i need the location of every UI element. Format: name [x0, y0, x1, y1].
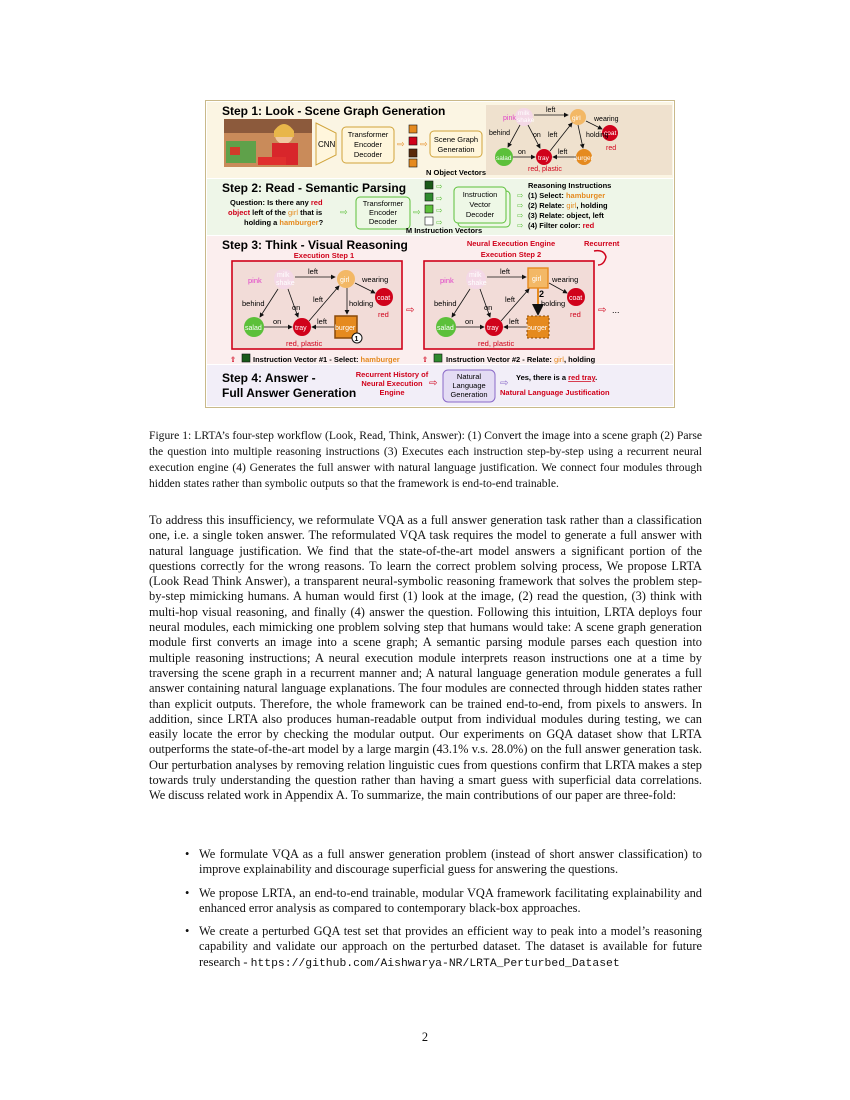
svg-text:(4) Filter color: red: (4) Filter color: red — [528, 221, 595, 230]
svg-text:pink: pink — [248, 276, 262, 285]
n-object-vectors-label: N Object Vectors — [425, 168, 487, 177]
svg-text:on: on — [292, 303, 301, 312]
node-burger: burger — [574, 155, 593, 162]
node-tray: tray — [538, 155, 549, 162]
svg-text:Instruction: Instruction — [462, 190, 498, 199]
page-number: 2 — [421, 1030, 429, 1044]
svg-text:Language: Language — [452, 381, 486, 390]
svg-text:coat: coat — [569, 295, 583, 302]
svg-text:left: left — [509, 317, 520, 326]
svg-text:Instruction Vector #2 - Relate: Instruction Vector #2 - Relate: girl, holding — [446, 355, 596, 364]
svg-text:Question: Is there any red: Question: Is there any red — [230, 198, 323, 207]
svg-text:red, plastic: red, plastic — [478, 339, 515, 348]
svg-text:left: left — [308, 267, 319, 276]
svg-text:coat: coat — [377, 295, 391, 302]
transformer-line1: Transformer — [347, 130, 389, 139]
svg-text:red, plastic: red, plastic — [286, 339, 323, 348]
edge-behind: behind — [489, 130, 511, 137]
edge-wearing: wearing — [594, 116, 619, 123]
recurrent-loop-icon — [594, 251, 606, 265]
edge-left: left — [546, 107, 556, 114]
svg-text:Vector: Vector — [469, 200, 491, 209]
svg-text:left: left — [313, 295, 324, 304]
svg-text:shake: shake — [276, 280, 295, 287]
list-item-text: We propose LRTA, an end-to-end trainable, modular VQA framework facilitating explainability and enhanced error analysis as compared to contemporary black-box approaches. — [199, 885, 702, 915]
svg-text:⇧: ⇧ — [230, 355, 237, 364]
figure-diagram — [206, 101, 674, 407]
ellipsis: ... — [612, 305, 620, 315]
svg-text:on: on — [465, 317, 474, 326]
step1-title: Step 1: Look - Scene Graph Generation — [222, 104, 446, 118]
node-milk: milk — [518, 110, 530, 117]
question-text — [228, 198, 324, 227]
edge-left: left — [548, 132, 558, 139]
list-item-text: We formulate VQA as a full answer generation problem (instead of short answer classification) to improve explainability and discourage superficial guess for answering the questions. — [199, 847, 702, 877]
sgg-line2: Generation — [437, 145, 475, 154]
step4-title-line1: Step 4: Answer - — [222, 371, 316, 385]
svg-text:Encoder: Encoder — [369, 208, 397, 217]
svg-text:(3) Relate: object, left: (3) Relate: object, left — [528, 211, 604, 220]
svg-text:⇨: ⇨ — [436, 206, 443, 215]
svg-text:holding: holding — [349, 299, 374, 308]
edge-on: on — [533, 132, 541, 139]
svg-text:Reasoning Instructions: Reasoning Instructions — [528, 181, 612, 190]
recurrent-label: Recurrent — [584, 239, 620, 248]
svg-text:Natural: Natural — [456, 372, 482, 381]
svg-text:tray: tray — [295, 325, 307, 332]
step3-title: Step 3: Think - Visual Reasoning — [222, 238, 408, 252]
svg-text:shake: shake — [468, 280, 487, 287]
svg-text:⇨: ⇨ — [436, 218, 443, 227]
node-pink: pink — [503, 115, 516, 122]
svg-text:behind: behind — [434, 299, 457, 308]
svg-text:Recurrent History of: Recurrent History of — [355, 370, 429, 379]
node-girl: girl — [572, 115, 581, 122]
attr-red-plastic: red, plastic — [528, 166, 562, 173]
m-instruction-vectors-label: M Instruction Vectors — [405, 226, 483, 235]
svg-text:holding: holding — [541, 299, 566, 308]
edge-on: on — [518, 149, 526, 156]
instr-vec1-label — [230, 354, 400, 364]
contributions-list — [181, 847, 702, 980]
svg-text:⇨: ⇨ — [436, 182, 443, 191]
svg-text:⇧: ⇧ — [422, 355, 429, 364]
arrow-glyph: ⇨ — [406, 305, 415, 316]
svg-text:burger: burger — [527, 325, 548, 332]
edge-left: left — [558, 149, 568, 156]
svg-text:⇨: ⇨ — [436, 194, 443, 203]
svg-text:wearing: wearing — [552, 275, 579, 284]
svg-text:⇨: ⇨ — [517, 211, 524, 220]
svg-text:Decoder: Decoder — [368, 217, 398, 226]
attr-red: red — [606, 145, 617, 152]
dataset-link[interactable]: https://github.com/Aishwarya-NR/LRTA_Perturbed_Dataset — [250, 957, 620, 970]
input-photo — [224, 119, 312, 167]
instr-vec2-label — [422, 354, 596, 364]
transformer-line3: Decoder — [353, 150, 383, 159]
svg-text:Generation: Generation — [450, 390, 488, 399]
list-item — [181, 847, 702, 878]
neural-engine-label: Neural Execution Engine — [466, 239, 556, 248]
svg-text:object left of the girl that i: object left of the girl that is — [228, 208, 323, 217]
arrow-glyph: ⇨ — [429, 378, 438, 389]
figure-1 — [205, 100, 675, 408]
svg-text:holding a hamburger?: holding a hamburger? — [244, 218, 324, 227]
node-salad: salad — [496, 155, 512, 162]
exec-step1-graph — [232, 261, 402, 349]
svg-text:left: left — [505, 295, 516, 304]
node-coat: coat — [604, 130, 617, 137]
recurrent-history-label — [356, 370, 429, 397]
svg-text:1: 1 — [354, 336, 359, 343]
scene-graph-step1 — [486, 105, 672, 175]
svg-text:red: red — [570, 310, 581, 319]
svg-text:left: left — [317, 317, 328, 326]
cnn-block — [316, 123, 336, 165]
svg-text:Instruction Vector #1 - Select: Instruction Vector #1 - Select: hamburger — [253, 355, 400, 364]
svg-text:tray: tray — [487, 325, 499, 332]
list-item — [181, 924, 702, 972]
svg-text:Engine: Engine — [379, 388, 405, 397]
svg-text:girl: girl — [340, 277, 350, 284]
svg-text:on: on — [273, 317, 282, 326]
list-item-text: We create a perturbed GQA test set that provides an efficient way to peak into a model’s reasoning capability and validate our approach on the perturbed dataset. The dataset is available for future research - — [199, 924, 702, 969]
exec-step2-label: Execution Step 2 — [480, 250, 542, 259]
svg-text:red: red — [378, 310, 389, 319]
sgg-line1: Scene Graph — [433, 135, 479, 144]
arrow-glyph: ⇨ — [397, 139, 405, 149]
arrow-glyph: ⇨ — [413, 207, 421, 217]
svg-text:behind: behind — [242, 299, 265, 308]
svg-text:Decoder: Decoder — [465, 210, 495, 219]
svg-text:burger: burger — [335, 325, 356, 332]
scene-graph-generation-block — [430, 131, 482, 157]
edge-holding: holding — [586, 132, 609, 139]
svg-text:(2) Relate: girl, holding: (2) Relate: girl, holding — [528, 201, 608, 210]
svg-text:⇨: ⇨ — [517, 201, 524, 210]
arrow-glyph: ⇨ — [500, 378, 509, 389]
svg-text:salad: salad — [245, 325, 262, 332]
svg-text:Natural Language Justification: Natural Language Justification — [500, 388, 610, 397]
svg-text:milk: milk — [277, 272, 290, 279]
exec-step1-label: Execution Step 1 — [293, 251, 355, 260]
instruction-vectors — [425, 181, 443, 227]
object-vectors — [409, 125, 417, 167]
svg-text:Neural Execution: Neural Execution — [361, 379, 423, 388]
svg-text:(1) Select: hamburger: (1) Select: hamburger — [528, 191, 606, 200]
transformer-block-1 — [342, 127, 394, 163]
svg-text:wearing: wearing — [362, 275, 389, 284]
instruction-vector-decoder-block — [454, 187, 510, 227]
list-item — [181, 886, 702, 917]
node-shake: shake — [517, 117, 535, 124]
svg-text:pink: pink — [440, 276, 454, 285]
svg-text:girl: girl — [532, 276, 542, 283]
cnn-label: CNN — [318, 140, 336, 149]
step2-title: Step 2: Read - Semantic Parsing — [222, 181, 407, 195]
svg-text:⇨: ⇨ — [517, 221, 524, 230]
svg-text:salad: salad — [437, 325, 454, 332]
svg-text:Transformer: Transformer — [362, 199, 404, 208]
arrow-glyph: ⇨ — [598, 305, 607, 316]
answer-text — [500, 373, 610, 397]
exec-step2-graph — [424, 261, 594, 349]
svg-text:2: 2 — [539, 289, 545, 299]
body-paragraph: To address this insufficiency, we reformulate VQA as a full answer generation task rather than a classification one, i.e. a single token answer. The reformulated VQA task requires the model to generate a full answer with natural language justification. We find that the state-of-the-art model answers a significant portion of the questions correctly for the wrong reasons. To learn the correct problem solving process, We propose LRTA (Look Read Think Answer), a transparent neural-symbolic reasoning framework that solves the problem step-by-step mimicking humans. A human would first (1) look at the image, (2) read the question, (3) think with multi-hop visual reasoning, and finally (4) answer the question. Following this intuition, LRTA deploys four neural modules, each mimicking one problem solving step that humans would take: A scene graph generation module first converts an image into a scene graph; A semantic parsing module parses each question into multiple reasoning instructions; A neural execution module interprets reason instructions one at a time by traversing the scene graph in a recurrent manner and; A natural language generation module generates a full answer containing natural language explanations. The four modules are connected through hidden states rather than explicit outputs. Therefore, the whole framework can be trained end-to-end, from pixels to answers. In addition, since LRTA also produces human-readable output from individual modules during testing, we can easily locate the error by checking the modular output. Our experiments on GQA dataset show that LRTA outperforms the state-of-the-art model by a large margin (43.1% v.s. 28.0%) on the full answer generation task. Our perturbation analyses by removing relation linguistic cues from questions confirm that LRTA makes a step towards truly understanding the question rather than having a smart guess with superficial data correlations. We discuss related work in Appendix A. To summarize, the main contributions of our paper are three-fold: — [149, 513, 702, 803]
svg-text:on: on — [484, 303, 493, 312]
reasoning-instructions — [517, 181, 611, 230]
svg-text:⇨: ⇨ — [517, 191, 524, 200]
step4-title-line2: Full Answer Generation — [222, 386, 357, 400]
svg-text:left: left — [500, 267, 511, 276]
figure-caption: Figure 1: LRTA’s four-step workflow (Look, Read, Think, Answer): (1) Convert the image into a scene graph (2) Parse the question into multiple reasoning instructions (3) Executes each instruction step-by-step using a recurrent neural execution engine (4) Generates the full answer with natural language justification. We connect four modules through hidden states rather than symbolic outputs so that the framework is end-to-end trainable. — [149, 429, 702, 490]
svg-text:milk: milk — [469, 272, 482, 279]
svg-text:Yes, there is a red tray.: Yes, there is a red tray. — [516, 373, 598, 382]
arrow-glyph: ⇨ — [340, 207, 348, 217]
transformer-block-2 — [356, 197, 410, 229]
transformer-line2: Encoder — [354, 140, 382, 149]
arrow-glyph: ⇨ — [420, 139, 428, 149]
nlg-block — [443, 370, 495, 402]
